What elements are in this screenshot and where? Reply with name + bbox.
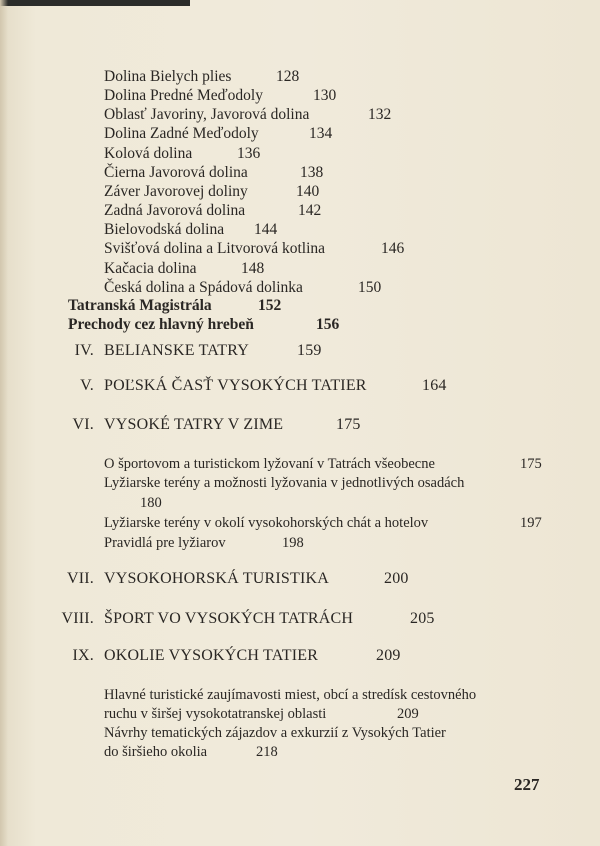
toc-entry xyxy=(104,239,405,258)
toc-entry xyxy=(104,278,382,297)
toc-entry-title: Lyžiarske terény a možnosti lyžovania v jednotlivých osadách xyxy=(104,475,465,491)
toc-entry-page-wrapped: 180 xyxy=(140,495,162,511)
toc-entry-page: 138 xyxy=(300,164,324,181)
page-number: 227 xyxy=(514,775,540,794)
toc-entry-title: do širšieho okolia xyxy=(104,744,208,760)
toc-entry-page: 130 xyxy=(313,87,337,104)
toc-bold-entry xyxy=(68,297,282,315)
toc-entry-page: 146 xyxy=(381,240,405,257)
toc-entry-title: Lyžiarske terény v okolí vysokohorských chát a hotelov xyxy=(104,515,429,531)
toc-entry-title: Zadná Javorová dolina xyxy=(104,202,246,219)
toc-entry-page: 128 xyxy=(276,68,300,85)
toc-entry-page: 150 xyxy=(358,279,382,296)
toc-entry-page: 144 xyxy=(254,221,278,238)
toc-entry xyxy=(104,455,542,474)
section-title: OKOLIE VYSOKÝCH TATIER xyxy=(104,647,319,664)
toc-entry xyxy=(104,105,392,124)
toc-entry-title: Bielovodská dolina xyxy=(104,221,225,238)
toc-entry-title: Kačacia dolina xyxy=(104,260,197,277)
toc-entry-page: 148 xyxy=(241,260,265,277)
toc-entry-page: 132 xyxy=(368,106,392,123)
toc-entry-page: 156 xyxy=(316,316,340,333)
section-number: IX. xyxy=(72,647,94,664)
toc-entry xyxy=(104,474,464,493)
toc-entry-page: 152 xyxy=(258,297,282,314)
section-title: VYSOKOHORSKÁ TURISTIKA xyxy=(104,570,330,587)
toc-entry xyxy=(104,705,419,724)
toc-entry-title: Pravidlá pre lyžiarov xyxy=(104,535,226,551)
section-page: 164 xyxy=(422,377,447,394)
toc-entry-title: Dolina Bielych plies xyxy=(104,68,232,85)
toc-entry-page: 197 xyxy=(520,515,542,531)
toc-entry xyxy=(104,201,322,220)
section-number: IV. xyxy=(74,342,94,359)
section-page: 175 xyxy=(336,416,361,433)
toc-entry-title: Dolina Predné Meďodoly xyxy=(104,87,263,104)
toc-entry xyxy=(104,743,278,762)
toc-entry-title: O športovom a turistickom lyžovaní v Tatrách všeobecne xyxy=(104,456,435,472)
section-number: VIII. xyxy=(61,610,94,627)
toc-entry-title: Svišťová dolina a Litvorová kotlina xyxy=(104,240,326,257)
toc-entry xyxy=(104,534,304,553)
toc-entry xyxy=(104,67,300,86)
section-number: V. xyxy=(80,377,94,394)
toc-entry-page: 134 xyxy=(309,125,333,142)
section-title: BELIANSKE TATRY xyxy=(104,342,249,359)
toc-entry xyxy=(104,220,278,239)
toc-entry-line: Hlavné turistické zaujímavosti miest, obcí a stredísk cestovného xyxy=(104,687,477,703)
section-title: POĽSKÁ ČASŤ VYSOKÝCH TATIER xyxy=(104,377,367,394)
toc-entry-page: 140 xyxy=(296,183,320,200)
toc-entry xyxy=(104,182,320,201)
toc-entry xyxy=(104,124,333,143)
toc-entry-title: Česká dolina a Spádová dolinka xyxy=(104,279,303,296)
toc-entry-page: 198 xyxy=(282,535,304,551)
section-number: VI. xyxy=(72,416,94,433)
toc-entry-page: 218 xyxy=(256,744,278,760)
toc-entry-page: 142 xyxy=(298,202,322,219)
toc-bold-entry xyxy=(68,316,340,334)
page-spine-shadow xyxy=(0,0,8,846)
toc-entry xyxy=(104,163,324,182)
toc-entry xyxy=(104,259,265,278)
section-number: VII. xyxy=(66,570,94,587)
toc-entry-page: 175 xyxy=(520,456,542,472)
toc-entry-line: Návrhy tematických zájazdov a exkurzií z Vysokých Tatier xyxy=(104,725,446,741)
toc-entry-title: Kolová dolina xyxy=(104,145,193,162)
section-page: 200 xyxy=(384,570,409,587)
top-edge-bar xyxy=(0,0,190,6)
toc-entry-title: Záver Javorovej doliny xyxy=(104,183,248,200)
toc-entry-title: Tatranská Magistrála xyxy=(68,297,212,314)
toc-entry xyxy=(104,514,542,533)
section-page: 205 xyxy=(410,610,435,627)
section-page: 159 xyxy=(297,342,322,359)
section-title: VYSOKÉ TATRY V ZIME xyxy=(104,416,284,433)
toc-entry-title: ruchu v širšej vysokotatranskej oblasti xyxy=(104,706,327,722)
toc-entry xyxy=(104,86,337,105)
toc-entry xyxy=(104,144,261,163)
toc-entry-page: 209 xyxy=(397,706,419,722)
toc-entry-title: Prechody cez hlavný hrebeň xyxy=(68,316,254,333)
section-page: 209 xyxy=(376,647,401,664)
toc-entry-title: Čierna Javorová dolina xyxy=(104,164,248,181)
section-title: ŠPORT VO VYSOKÝCH TATRÁCH xyxy=(104,610,354,627)
toc-entry-title: Dolina Zadné Meďodoly xyxy=(104,125,259,142)
toc-entry-title: Oblasť Javoriny, Javorová dolina xyxy=(104,106,310,123)
toc-entry-page: 136 xyxy=(237,145,261,162)
